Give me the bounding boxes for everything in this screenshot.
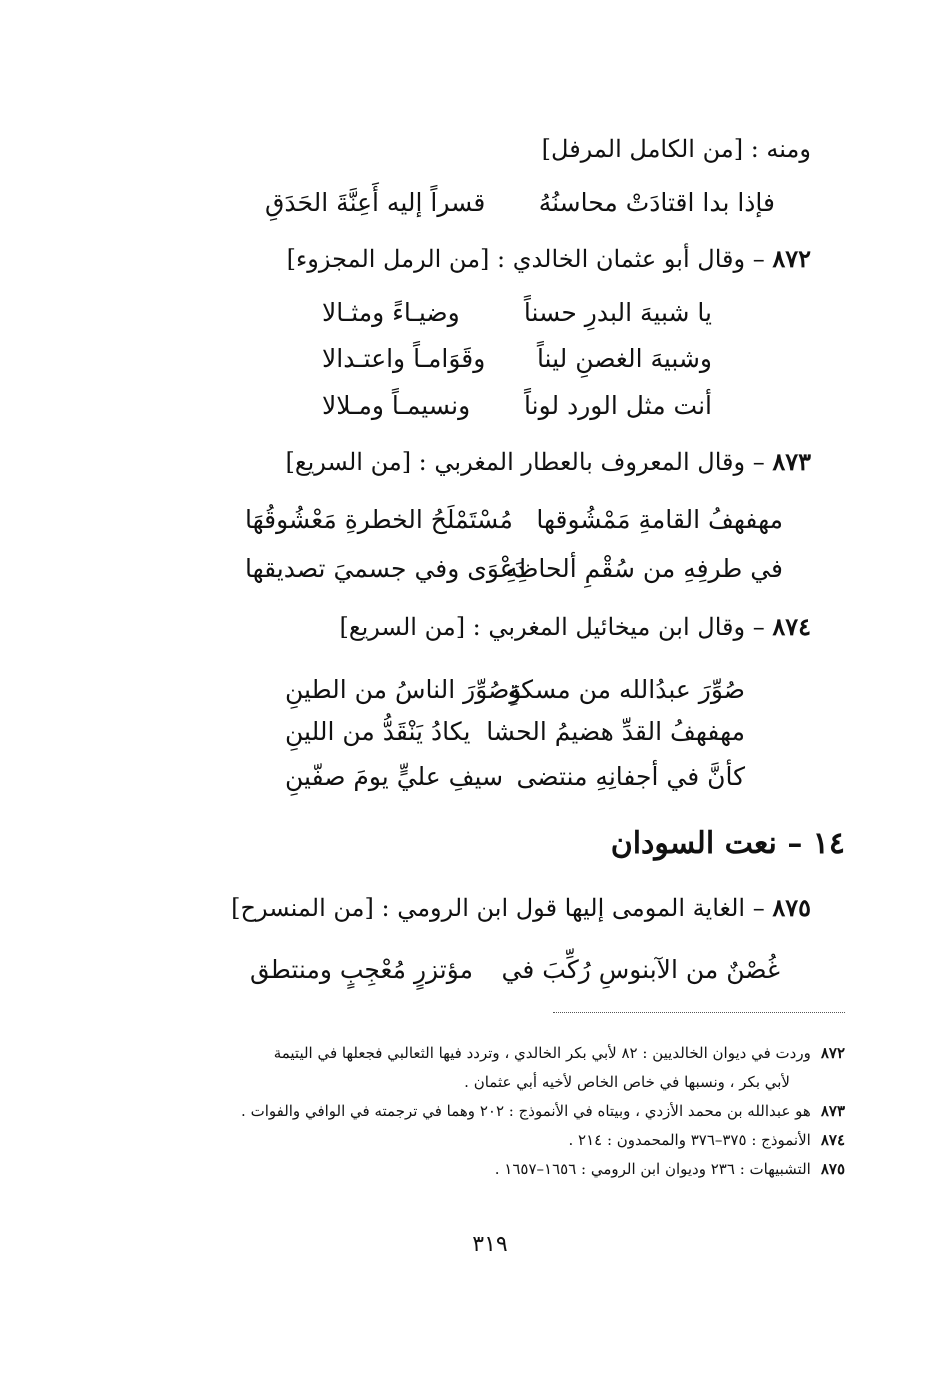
entry-heading-text: – وقال المعروف بالعطار المغربي : [من السريع]: [285, 448, 773, 476]
verse: [245, 556, 783, 590]
verse-second-hemistich: مُسْتَمْلَحُ الخطرةِ مَعْشُوقُهَا: [245, 505, 513, 534]
section-title: – نعت السودان: [610, 826, 813, 861]
verse-first-hemistich: غُصْنٌ من الآبنوسِ رُكِّبَ في: [501, 955, 780, 984]
footnote-separator: [553, 1012, 845, 1013]
verse-first-hemistich: فإذا بدا اقتادَتْ محاسنُهُ: [538, 188, 775, 217]
intro-line: [542, 137, 811, 161]
entry-number: ٨٧٤: [772, 612, 811, 641]
footnote-875: [495, 1162, 845, 1177]
entry-heading-text: – الغاية المومى إليها قول ابن الرومي : [من المنسرح]: [231, 894, 773, 922]
entry-heading-873: [285, 447, 811, 476]
verse: [265, 190, 775, 224]
entry-heading-text: – وقال ابن ميخائيل المغربي : [من السريع]: [339, 613, 773, 641]
verse-second-hemistich: دَعْوَى وفي جسميَ تصديقها: [245, 554, 526, 583]
footnote-number: ٨٧٤: [820, 1131, 845, 1149]
page-number: ٣١٩: [472, 1232, 508, 1257]
footnote-text: الأنموذج : ٣٧٥–٣٧٦ والمحمدون : ٢١٤ .: [568, 1131, 811, 1149]
footnote-text: لأبي بكر ، ونسبها في خاص الخاص لأخيه أبي عثمان .: [464, 1073, 790, 1091]
verse: [285, 719, 745, 753]
verse-second-hemistich: وَصُوِّرَ الناسُ من الطينِ: [285, 675, 522, 704]
footnote-text: هو عبدالله بن محمد الأزدي ، وبيتاه في الأنموذج : ٢٠٢ وهما في ترجمته في الوافي والفوات .: [241, 1102, 811, 1120]
entry-number: ٨٧٢: [772, 244, 811, 273]
footnote-872: [274, 1046, 845, 1061]
verse-first-hemistich: يا شبيهَ البدرِ حسناً: [523, 298, 712, 327]
entry-number: ٨٧٥: [772, 893, 811, 922]
verse: [250, 957, 780, 991]
intro-text: ومنه : [من الكامل المرفل]: [541, 135, 811, 163]
verse-first-hemistich: كأنَّ في أجفانِهِ منتضى: [516, 762, 745, 791]
footnote-872-continued: [464, 1075, 790, 1090]
verse-second-hemistich: سيفِ عليٍّ يومَ صفّينِ: [285, 762, 504, 791]
entry-heading-874: [339, 612, 811, 641]
verse-second-hemistich: مؤتزرٍ مُعْجِبٍ ومنتطق: [250, 955, 474, 984]
verse-first-hemistich: في طرفِهِ من سُقْمِ ألحاظِهِ: [505, 554, 783, 583]
footnote-text: التشبيهات : ٢٣٦ وديوان ابن الرومي : ١٦٥٦–١٦٥٧ .: [494, 1160, 811, 1178]
verse-first-hemistich: مهفهفُ القامةِ مَمْشُوقها: [536, 505, 783, 534]
verse-second-hemistich: يكادُ يَنْقَدُّ من اللينِ: [285, 717, 471, 746]
verse-first-hemistich: أنت مثل الورد لوناً: [524, 391, 712, 420]
verse: [245, 507, 783, 541]
verse: [322, 300, 712, 334]
verse-first-hemistich: مهفهفُ القدِّ هضيمُ الحشا: [486, 717, 745, 746]
verse-second-hemistich: قسراً إليه أَعِنَّةَ الحَدَقِ: [265, 188, 486, 217]
entry-number: ٨٧٣: [772, 447, 811, 476]
verse-second-hemistich: ونسيمـاً ومـلالا: [322, 391, 471, 420]
footnote-874: [568, 1133, 845, 1148]
footnote-number: ٨٧٥: [820, 1160, 845, 1178]
section-number: ١٤: [812, 826, 845, 861]
verse: [322, 346, 712, 380]
entry-heading-875: [231, 893, 811, 922]
footnote-873: [241, 1104, 845, 1119]
entry-heading-872: [286, 244, 811, 273]
section-heading: [611, 826, 845, 861]
verse-second-hemistich: وضيـاءً ومثـالا: [322, 298, 460, 327]
verse: [285, 764, 745, 798]
verse-second-hemistich: وقَوَامـاً واعتـدالا: [322, 344, 486, 373]
entry-heading-text: – وقال أبو عثمان الخالدي : [من الرمل المجزوء]: [286, 245, 773, 273]
verse: [285, 677, 745, 711]
footnote-number: ٨٧٢: [820, 1044, 845, 1062]
footnote-text: وردت في ديوان الخالديين : ٨٢ لأبي بكر الخالدي ، وتردد فيها الثعالبي فجعلها في اليتيمة: [273, 1044, 811, 1062]
verse: [322, 393, 712, 427]
footnote-number: ٨٧٣: [820, 1102, 845, 1120]
verse-first-hemistich: صُوِّرَ عبدُالله من مسكةٍ: [507, 675, 745, 704]
verse-first-hemistich: وشبيهَ الغصنِ ليناً: [536, 344, 712, 373]
